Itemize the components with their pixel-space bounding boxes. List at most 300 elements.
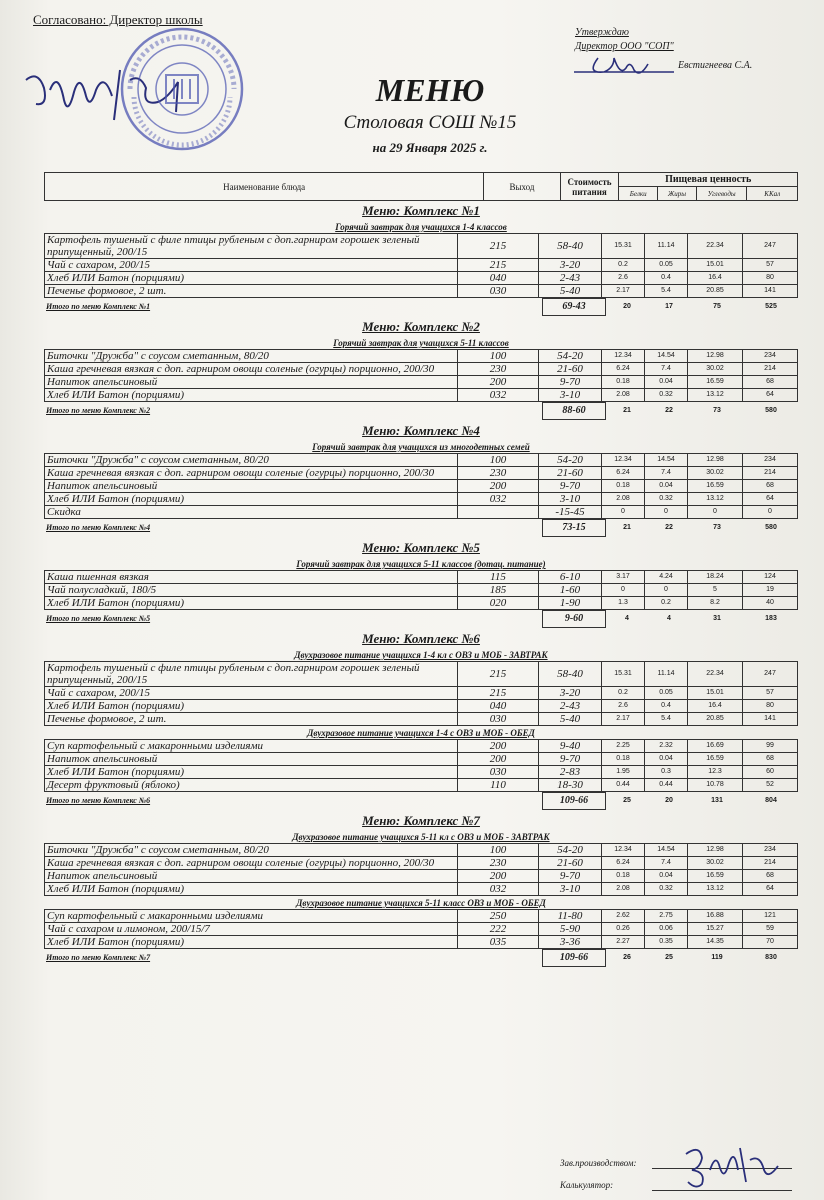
menu-table	[44, 570, 798, 610]
nutrition-value: 14.54	[645, 844, 688, 857]
nutrition-value: 15.31	[602, 662, 645, 687]
dish-name: Картофель тушеный с филе птицы рубленым с доп.гарниром горошек зеленый припущенный, 200/15	[45, 234, 458, 259]
dish-name: Биточки "Дружба" с соусом сметанным, 80/20	[45, 350, 458, 363]
dish-output: 032	[458, 389, 539, 402]
nutrition-value: 0.32	[645, 389, 688, 402]
total-nutrition: 25	[623, 797, 631, 804]
dish-output: 020	[458, 597, 539, 610]
nutrition-value: 22.34	[688, 234, 743, 259]
dish-price: 3-36	[539, 936, 602, 949]
group-subtitle: Горячий завтрак для учащихся из многодетных семей	[312, 442, 530, 452]
nutrition-value: 80	[743, 272, 798, 285]
nutrition-value: 7.4	[645, 363, 688, 376]
table-row	[45, 350, 798, 363]
dish-output: 030	[458, 285, 539, 298]
nutrition-value: 20.85	[688, 285, 743, 298]
table-row	[45, 480, 798, 493]
total-row	[44, 792, 798, 810]
page-title: МЕНЮ	[375, 72, 485, 108]
total-nutrition: 804	[765, 797, 777, 804]
section-title: Меню: Комплекс №2	[362, 319, 480, 334]
nutrition-value: 68	[743, 753, 798, 766]
header-output: Выход	[484, 173, 560, 201]
nutrition-value: 0.2	[645, 597, 688, 610]
nutrition-value: 16.4	[688, 700, 743, 713]
nutrition-value: 121	[743, 910, 798, 923]
dish-output: 200	[458, 376, 539, 389]
section-title: Меню: Комплекс №6	[362, 631, 480, 646]
nutrition-value: 0.44	[602, 779, 645, 792]
table-row	[45, 389, 798, 402]
nutrition-value: 4.24	[645, 571, 688, 584]
total-nutrition: 580	[765, 407, 777, 414]
dish-name: Хлеб ИЛИ Батон (порциями)	[45, 883, 458, 896]
total-nutrition: 183	[765, 615, 777, 622]
menu-table	[44, 661, 798, 726]
total-row	[44, 402, 798, 420]
nutrition-value: 234	[743, 350, 798, 363]
header-carbs: Углеводы	[696, 187, 747, 201]
total-label: Итого по меню Комплекс №7	[46, 953, 151, 962]
table-row	[45, 766, 798, 779]
nutrition-value: 64	[743, 493, 798, 506]
total-nutrition: 21	[623, 524, 631, 531]
nutrition-value: 68	[743, 376, 798, 389]
nutrition-value: 16.88	[688, 910, 743, 923]
dish-name: Напиток апельсиновый	[45, 753, 458, 766]
nutrition-value: 0.18	[602, 480, 645, 493]
nutrition-value: 0.05	[645, 259, 688, 272]
nutrition-value: 0.04	[645, 753, 688, 766]
total-price: 73-15	[543, 520, 606, 537]
nutrition-value: 0.04	[645, 870, 688, 883]
nutrition-value: 8.2	[688, 597, 743, 610]
nutrition-value: 0.05	[645, 687, 688, 700]
nutrition-value: 16.69	[688, 740, 743, 753]
dish-name: Чай с сахаром и лимоном, 200/15/7	[45, 923, 458, 936]
group-subtitle: Горячий завтрак для учащихся 5-11 классов	[333, 338, 509, 348]
total-label: Итого по меню Комплекс №4	[46, 523, 151, 532]
dish-output: 215	[458, 234, 539, 259]
header-price: Стоимость питания	[560, 173, 619, 201]
nutrition-value: 52	[743, 779, 798, 792]
total-nutrition: 21	[623, 407, 631, 414]
nutrition-value: 5.4	[645, 285, 688, 298]
total-label: Итого по меню Комплекс №1	[46, 302, 151, 311]
nutrition-value: 68	[743, 480, 798, 493]
dish-output: 200	[458, 870, 539, 883]
nutrition-value: 64	[743, 883, 798, 896]
nutrition-value: 80	[743, 700, 798, 713]
dish-name: Скидка	[45, 506, 458, 519]
total-nutrition: 73	[713, 407, 721, 414]
group-subtitle: Горячий завтрак для учащихся 1-4 классов	[335, 222, 507, 232]
dish-name: Биточки "Дружба" с соусом сметанным, 80/20	[45, 844, 458, 857]
dish-name: Печенье формовое, 2 шт.	[45, 713, 458, 726]
dish-name: Каша пшенная вязкая	[45, 571, 458, 584]
nutrition-value: 2.75	[645, 910, 688, 923]
total-price: 9-60	[543, 611, 606, 628]
total-nutrition: 119	[711, 954, 723, 961]
dish-name: Хлеб ИЛИ Батон (порциями)	[45, 597, 458, 610]
dish-price: 21-60	[539, 363, 602, 376]
table-row	[45, 687, 798, 700]
handwritten-signature-bottom	[680, 1140, 790, 1190]
nutrition-value: 12.98	[688, 454, 743, 467]
dish-price: 3-20	[539, 259, 602, 272]
dish-name: Картофель тушеный с филе птицы рубленым с доп.гарниром горошек зеленый припущенный, 200/15	[45, 662, 458, 687]
nutrition-value: 214	[743, 467, 798, 480]
dish-output: 032	[458, 493, 539, 506]
nutrition-value: 60	[743, 766, 798, 779]
dish-output: 200	[458, 480, 539, 493]
nutrition-value: 12.34	[602, 844, 645, 857]
table-row	[45, 753, 798, 766]
table-row	[45, 493, 798, 506]
nutrition-value: 0.18	[602, 753, 645, 766]
dish-price: 9-40	[539, 740, 602, 753]
menu-table	[44, 909, 798, 949]
nutrition-value: 7.4	[645, 467, 688, 480]
dish-price: 54-20	[539, 454, 602, 467]
nutrition-value: 141	[743, 285, 798, 298]
nutrition-value: 18.24	[688, 571, 743, 584]
nutrition-value: 0	[688, 506, 743, 519]
dish-name: Хлеб ИЛИ Батон (порциями)	[45, 389, 458, 402]
table-row	[45, 857, 798, 870]
dish-name: Биточки "Дружба" с соусом сметанным, 80/20	[45, 454, 458, 467]
dish-name: Чай полусладкий, 180/5	[45, 584, 458, 597]
table-row	[45, 234, 798, 259]
total-nutrition: 4	[667, 615, 671, 622]
table-row	[45, 363, 798, 376]
nutrition-value: 141	[743, 713, 798, 726]
dish-name: Хлеб ИЛИ Батон (порциями)	[45, 493, 458, 506]
dish-name: Чай с сахаром, 200/15	[45, 687, 458, 700]
dish-price: 3-20	[539, 687, 602, 700]
dish-name: Суп картофельный с макаронными изделиями	[45, 910, 458, 923]
nutrition-value: 6.24	[602, 467, 645, 480]
group-subtitle: Двухразовое питание учащихся 5-11 кл с ОВЗ и МОБ - ЗАВТРАК	[292, 832, 550, 842]
nutrition-value: 0	[645, 506, 688, 519]
nutrition-value: 2.17	[602, 713, 645, 726]
dish-name: Каша гречневая вязкая с доп. гарниром овощи соленые (огурцы) порционно, 200/30	[45, 467, 458, 480]
dish-price: 5-40	[539, 285, 602, 298]
nutrition-value: 30.02	[688, 467, 743, 480]
nutrition-value: 11.14	[645, 234, 688, 259]
nutrition-value: 0.35	[645, 936, 688, 949]
dish-price: 5-90	[539, 923, 602, 936]
nutrition-value: 214	[743, 363, 798, 376]
dish-output: 100	[458, 454, 539, 467]
dish-price: 2-43	[539, 272, 602, 285]
table-row	[45, 376, 798, 389]
nutrition-value: 64	[743, 389, 798, 402]
dish-output: 222	[458, 923, 539, 936]
total-nutrition: 22	[665, 407, 673, 414]
total-nutrition: 26	[623, 954, 631, 961]
dish-name: Хлеб ИЛИ Батон (порциями)	[45, 936, 458, 949]
nutrition-value: 0.04	[645, 376, 688, 389]
dish-output: 230	[458, 363, 539, 376]
header-name: Наименование блюда	[45, 173, 484, 201]
calculator-signature-line	[652, 1190, 792, 1191]
table-row	[45, 285, 798, 298]
total-nutrition: 4	[625, 615, 629, 622]
nutrition-value: 1.3	[602, 597, 645, 610]
nutrition-value: 0.04	[645, 480, 688, 493]
nutrition-value: 2.27	[602, 936, 645, 949]
group-subtitle: Двухразовое питание учащихся 1-4 кл с ОВЗ и МОБ - ЗАВТРАК	[294, 650, 548, 660]
nutrition-value: 2.08	[602, 883, 645, 896]
menu-table	[44, 739, 798, 792]
table-row	[45, 779, 798, 792]
dish-name: Напиток апельсиновый	[45, 870, 458, 883]
nutrition-value: 70	[743, 936, 798, 949]
dish-output: 030	[458, 766, 539, 779]
dish-name: Суп картофельный с макаронными изделиями	[45, 740, 458, 753]
nutrition-value: 12.34	[602, 350, 645, 363]
production-manager-label: Зав.производством:	[560, 1158, 637, 1168]
nutrition-value: 247	[743, 234, 798, 259]
nutrition-value: 3.17	[602, 571, 645, 584]
dish-name: Хлеб ИЛИ Батон (порциями)	[45, 700, 458, 713]
section-title: Меню: Комплекс №5	[362, 540, 480, 555]
table-row	[45, 923, 798, 936]
nutrition-value: 0.2	[602, 687, 645, 700]
dish-output: 215	[458, 662, 539, 687]
dish-price: 3-10	[539, 883, 602, 896]
nutrition-value: 57	[743, 687, 798, 700]
dish-price: 1-60	[539, 584, 602, 597]
total-nutrition: 20	[623, 303, 631, 310]
dish-output: 032	[458, 883, 539, 896]
menu-table	[44, 349, 798, 402]
dish-output: 100	[458, 844, 539, 857]
dish-output: 030	[458, 713, 539, 726]
dish-output: 115	[458, 571, 539, 584]
dish-price: 54-20	[539, 350, 602, 363]
approve-label: Утверждаю	[575, 27, 629, 38]
nutrition-value: 214	[743, 857, 798, 870]
nutrition-value: 0.18	[602, 376, 645, 389]
dish-price: 3-10	[539, 493, 602, 506]
dish-output: 040	[458, 272, 539, 285]
agreement-label: Согласовано: Директор школы	[33, 12, 203, 27]
nutrition-value: 0.26	[602, 923, 645, 936]
table-row	[45, 259, 798, 272]
menu-sections	[44, 200, 798, 967]
nutrition-value: 0	[602, 584, 645, 597]
nutrition-value: 20.85	[688, 713, 743, 726]
dish-price: 9-70	[539, 753, 602, 766]
total-nutrition: 131	[711, 797, 723, 804]
section-title: Меню: Комплекс №7	[362, 813, 480, 828]
table-row	[45, 454, 798, 467]
table-row	[45, 936, 798, 949]
nutrition-value: 2.08	[602, 389, 645, 402]
dish-price: 5-40	[539, 713, 602, 726]
nutrition-value: 16.59	[688, 870, 743, 883]
dish-name: Каша гречневая вязкая с доп. гарниром овощи соленые (огурцы) порционно, 200/30	[45, 857, 458, 870]
nutrition-value: 13.12	[688, 883, 743, 896]
nutrition-value: 14.54	[645, 454, 688, 467]
nutrition-value: 0.44	[645, 779, 688, 792]
dish-output: 200	[458, 753, 539, 766]
dish-price: 18-30	[539, 779, 602, 792]
nutrition-value: 11.14	[645, 662, 688, 687]
nutrition-value: 234	[743, 844, 798, 857]
dish-output: 215	[458, 259, 539, 272]
nutrition-value: 13.12	[688, 389, 743, 402]
nutrition-value: 40	[743, 597, 798, 610]
table-row	[45, 910, 798, 923]
dish-output: 215	[458, 687, 539, 700]
dish-output: 040	[458, 700, 539, 713]
total-price: 88-60	[543, 403, 606, 420]
table-row	[45, 467, 798, 480]
total-nutrition: 17	[665, 303, 673, 310]
menu-table	[44, 453, 798, 519]
dish-price: 21-60	[539, 857, 602, 870]
table-row	[45, 584, 798, 597]
nutrition-value: 10.78	[688, 779, 743, 792]
dish-price: 54-20	[539, 844, 602, 857]
nutrition-value: 2.25	[602, 740, 645, 753]
page-subtitle: Столовая СОШ №15	[343, 112, 517, 133]
table-row	[45, 597, 798, 610]
section-title: Меню: Комплекс №1	[362, 203, 480, 218]
nutrition-value: 0	[743, 506, 798, 519]
nutrition-value: 12.3	[688, 766, 743, 779]
dish-name: Напиток апельсиновый	[45, 480, 458, 493]
menu-table	[44, 233, 798, 298]
dish-output: 250	[458, 910, 539, 923]
total-nutrition: 31	[713, 615, 721, 622]
nutrition-value: 30.02	[688, 857, 743, 870]
dish-price: 58-40	[539, 662, 602, 687]
table-row	[45, 506, 798, 519]
nutrition-value: 0.4	[645, 272, 688, 285]
director-label: Директор ООО "СОП"	[575, 41, 674, 52]
nutrition-value: 16.59	[688, 753, 743, 766]
table-row	[45, 713, 798, 726]
total-label: Итого по меню Комплекс №2	[46, 406, 151, 415]
total-price: 109-66	[543, 950, 606, 967]
nutrition-value: 14.54	[645, 350, 688, 363]
nutrition-value: 13.12	[688, 493, 743, 506]
nutrition-value: 30.02	[688, 363, 743, 376]
dish-price: 1-90	[539, 597, 602, 610]
table-row	[45, 662, 798, 687]
dish-price: -15-45	[539, 506, 602, 519]
dish-name: Хлеб ИЛИ Батон (порциями)	[45, 766, 458, 779]
table-row	[45, 844, 798, 857]
nutrition-value: 59	[743, 923, 798, 936]
nutrition-value: 2.08	[602, 493, 645, 506]
menu-table	[44, 843, 798, 896]
nutrition-value: 12.98	[688, 350, 743, 363]
dish-name: Печенье формовое, 2 шт.	[45, 285, 458, 298]
total-nutrition: 25	[665, 954, 673, 961]
dish-price: 21-60	[539, 467, 602, 480]
nutrition-value: 2.62	[602, 910, 645, 923]
nutrition-value: 234	[743, 454, 798, 467]
nutrition-value: 15.27	[688, 923, 743, 936]
dish-price: 9-70	[539, 376, 602, 389]
group-subtitle: Двухразовое питание учащихся 5-11 класс ОВЗ и МОБ - ОБЕД	[296, 898, 546, 908]
menu-date: на 29 Января 2025 г.	[372, 140, 488, 155]
nutrition-value: 0.3	[645, 766, 688, 779]
total-nutrition: 20	[665, 797, 673, 804]
dish-output: 200	[458, 740, 539, 753]
nutrition-value: 57	[743, 259, 798, 272]
nutrition-value: 0	[602, 506, 645, 519]
nutrition-value: 16.59	[688, 480, 743, 493]
header-nutrition: Пищевая ценность	[619, 173, 798, 187]
dish-price: 2-83	[539, 766, 602, 779]
dish-output: 035	[458, 936, 539, 949]
table-row	[45, 883, 798, 896]
nutrition-value: 12.98	[688, 844, 743, 857]
nutrition-value: 2.6	[602, 700, 645, 713]
nutrition-value: 16.59	[688, 376, 743, 389]
table-row	[45, 571, 798, 584]
nutrition-value: 2.32	[645, 740, 688, 753]
total-price: 69-43	[543, 299, 606, 316]
table-row	[45, 870, 798, 883]
nutrition-value: 0	[645, 584, 688, 597]
nutrition-value: 68	[743, 870, 798, 883]
group-subtitle: Двухразовое питание учащихся 1-4 с ОВЗ и МОБ - ОБЕД	[307, 728, 535, 738]
dish-name: Хлеб ИЛИ Батон (порциями)	[45, 272, 458, 285]
dish-price: 11-80	[539, 910, 602, 923]
dish-output: 230	[458, 467, 539, 480]
header-fat: Жиры	[658, 187, 697, 201]
header-protein: Белки	[619, 187, 658, 201]
nutrition-value: 14.35	[688, 936, 743, 949]
dish-price: 58-40	[539, 234, 602, 259]
dish-output: 110	[458, 779, 539, 792]
dish-price: 6-10	[539, 571, 602, 584]
nutrition-value: 247	[743, 662, 798, 687]
nutrition-value: 6.24	[602, 857, 645, 870]
nutrition-value: 19	[743, 584, 798, 597]
total-nutrition: 525	[765, 303, 777, 310]
nutrition-value: 0.32	[645, 883, 688, 896]
total-price: 109-66	[543, 793, 606, 810]
nutrition-value: 0.06	[645, 923, 688, 936]
calculator-label: Калькулятор:	[560, 1180, 614, 1190]
nutrition-value: 99	[743, 740, 798, 753]
table-row	[45, 740, 798, 753]
nutrition-value: 7.4	[645, 857, 688, 870]
nutrition-value: 5.4	[645, 713, 688, 726]
nutrition-value: 5	[688, 584, 743, 597]
total-label: Итого по меню Комплекс №6	[46, 796, 151, 805]
nutrition-value: 0.32	[645, 493, 688, 506]
dish-name: Чай с сахаром, 200/15	[45, 259, 458, 272]
dish-output: 230	[458, 857, 539, 870]
total-nutrition: 75	[713, 303, 721, 310]
nutrition-value: 0.18	[602, 870, 645, 883]
dish-price: 2-43	[539, 700, 602, 713]
header-kcal: ККал	[747, 187, 798, 201]
table-row	[45, 700, 798, 713]
total-row	[44, 949, 798, 967]
nutrition-value: 124	[743, 571, 798, 584]
total-nutrition: 830	[765, 954, 777, 961]
